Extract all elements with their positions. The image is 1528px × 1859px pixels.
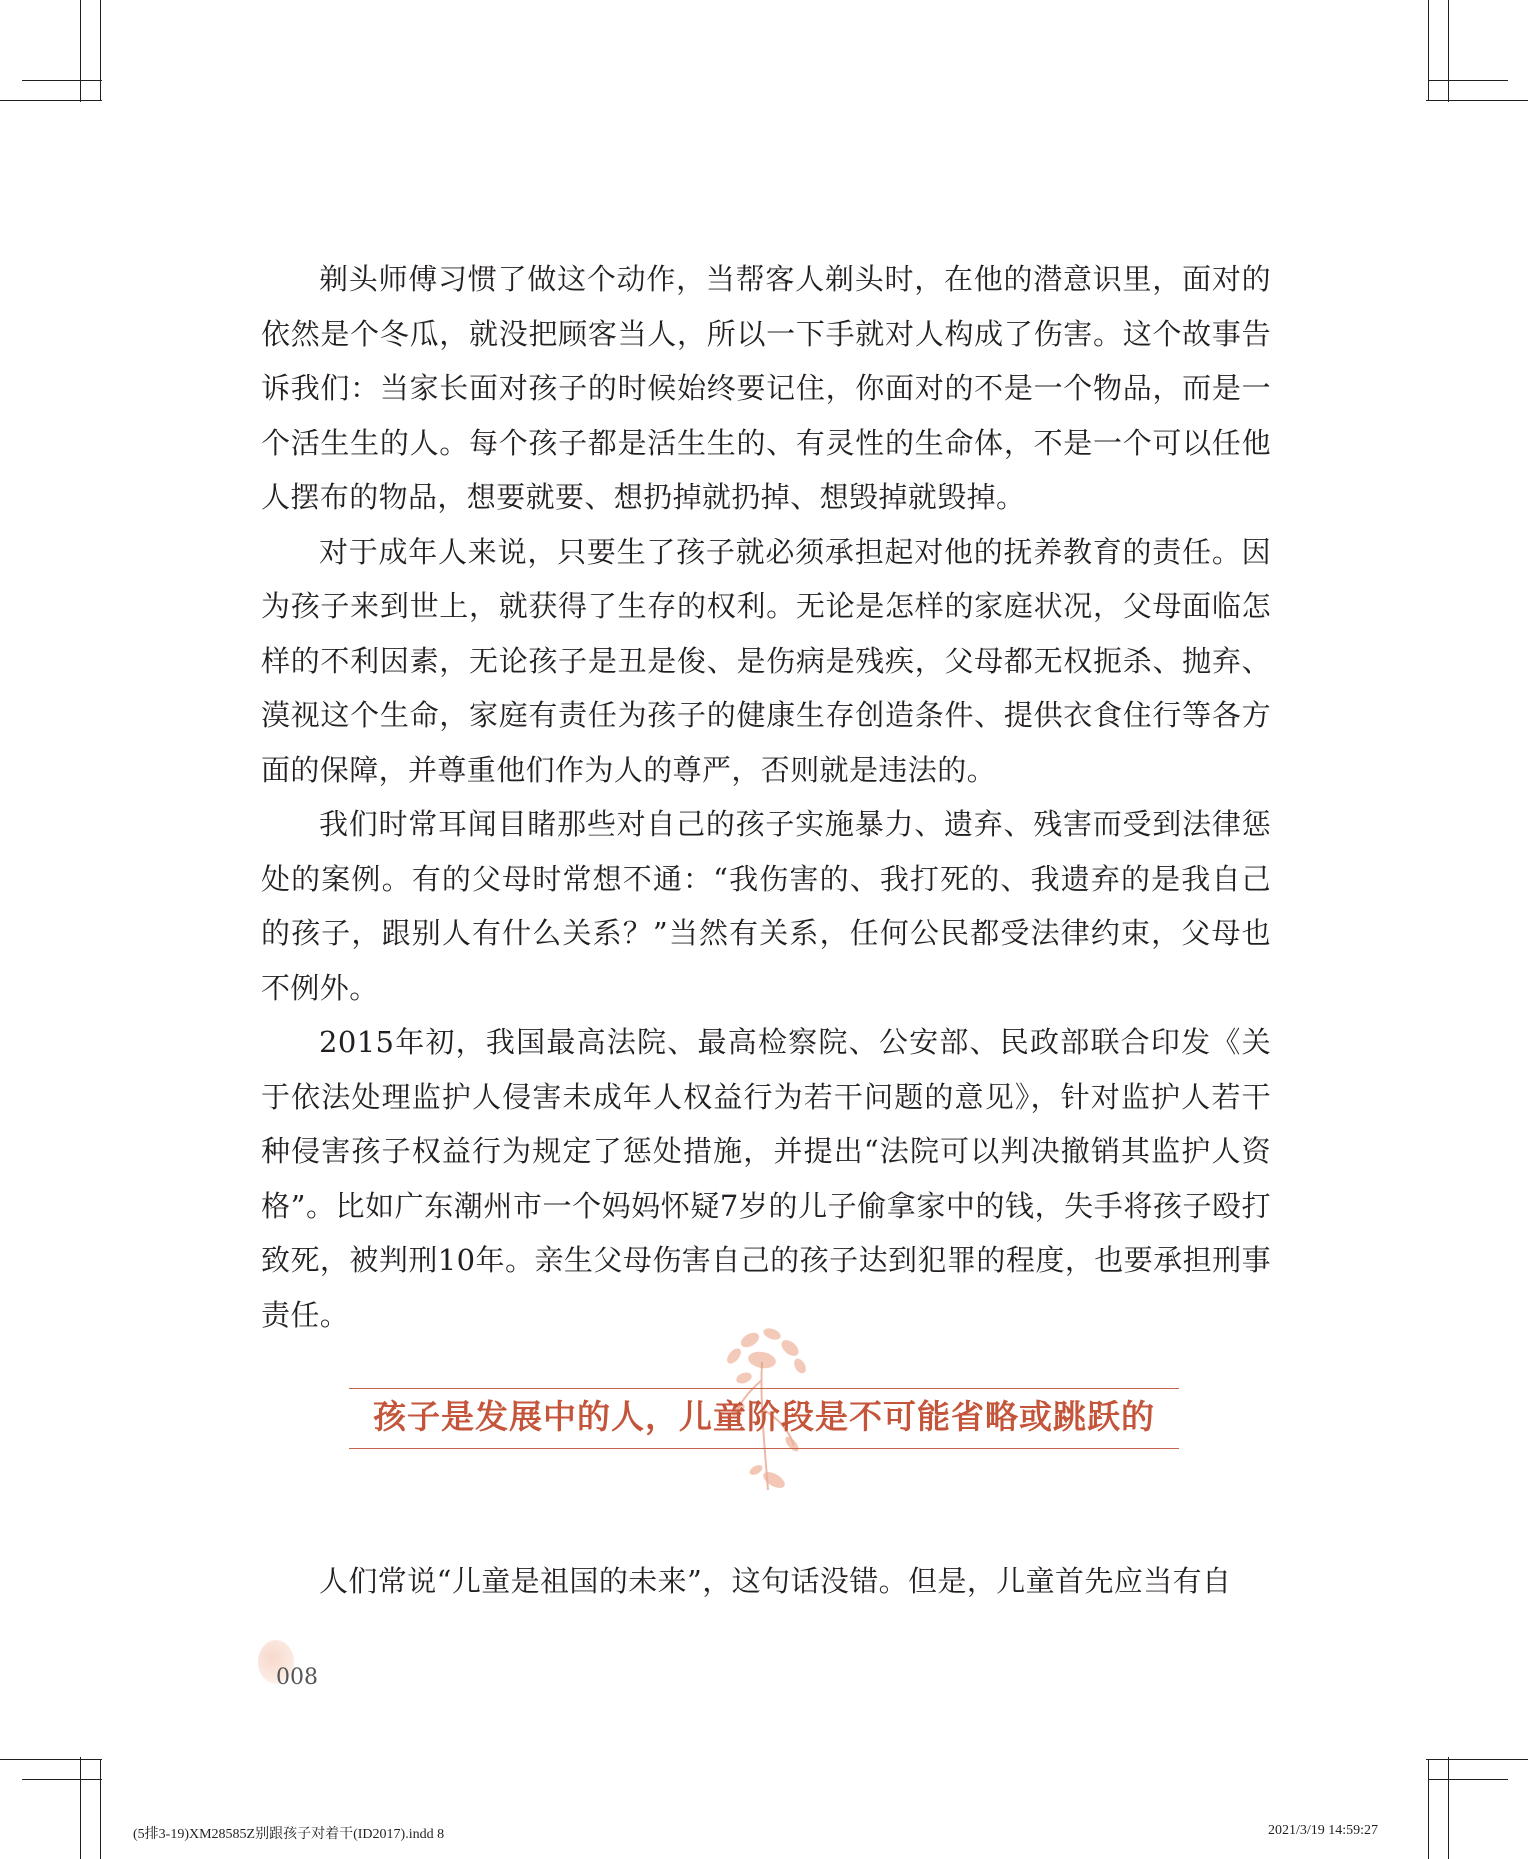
crop-mark [0, 100, 102, 101]
section-heading-text: 孩子是发展中的人，儿童阶段是不可能省略或跳跃的 [373, 1397, 1155, 1436]
paragraph: 剃头师傅习惯了做这个动作，当帮客人剃头时，在他的潜意识里，面对的依然是个冬瓜，就没把顾客当人，所以一下手就对人构成了伤害。这个故事告诉我们：当家长面对孩子的时候始终要记住，你面对的不是一个物品，而是一个活生生的人。每个孩子都是活生生的、有灵性的生命体，不是一个可以任他人摆布的物品，想要就要、想扔掉就扔掉、想毁掉就毁掉。 [261, 262, 1271, 514]
section-heading [349, 1336, 1179, 1448]
crop-mark [22, 80, 102, 81]
crop-mark [1428, 1759, 1429, 1859]
crop-mark [100, 1759, 101, 1859]
crop-mark [1428, 1779, 1508, 1780]
crop-mark [1428, 80, 1508, 81]
heading-rule-bottom [349, 1448, 1179, 1449]
crop-mark [0, 1759, 102, 1760]
page-number: 008 [276, 1665, 318, 1690]
crop-mark [1426, 100, 1528, 101]
paragraph: 我们时常耳闻目睹那些对自己的孩子实施暴力、遗弃、残害而受到法律惩处的案例。有的父母时常想不通：“我伤害的、我打死的、我遗弃的是我自己的孩子，跟别人有什么关系？”当然有关系，任何公民都受法律约束，父母也不例外。 [261, 807, 1271, 1005]
crop-mark [80, 1757, 81, 1859]
crop-mark [1448, 1757, 1449, 1859]
crop-mark [22, 1779, 102, 1780]
slug-timestamp: 2021/3/19 14:59:27 [1268, 1823, 1379, 1838]
body-text [261, 252, 1271, 1342]
body-text-continued [261, 1554, 1271, 1609]
slug-filename: (5排3-19)XM28585Z别跟孩子对着干(ID2017).indd 8 [133, 1827, 445, 1842]
crop-mark [1428, 0, 1429, 100]
crop-mark [100, 0, 101, 100]
paragraph: 2015年初，我国最高法院、最高检察院、公安部、民政部联合印发《关于依法处理监护人侵害未成年人权益行为若干问题的意见》，针对监护人若干种侵害孩子权益行为规定了惩处措施，并提出“法院可以判决撤销其监护人资格”。比如广东潮州市一个妈妈怀疑7岁的儿子偷拿家中的钱，失手将孩子殴打致死，被判刑10年。亲生父母伤害自己的孩子达到犯罪的程度，也要承担刑事责任。 [261, 1025, 1271, 1332]
heading-rule-top [349, 1388, 1179, 1389]
crop-mark [1426, 1759, 1528, 1760]
paragraph: 对于成年人来说，只要生了孩子就必须承担起对他的抚养教育的责任。因为孩子来到世上，就获得了生存的权利。无论是怎样的家庭状况，父母面临怎样的不利因素，无论孩子是丑是俊、是伤病是残疾，父母都无权扼杀、抛弃、漠视这个生命，家庭有责任为孩子的健康生存创造条件、提供衣食住行等各方面的保障，并尊重他们作为人的尊严，否则就是违法的。 [261, 534, 1271, 787]
crop-mark [80, 0, 81, 102]
crop-mark [1448, 0, 1449, 102]
paragraph: 人们常说“儿童是祖国的未来”，这句话没错。但是，儿童首先应当有自 [319, 1564, 1232, 1598]
